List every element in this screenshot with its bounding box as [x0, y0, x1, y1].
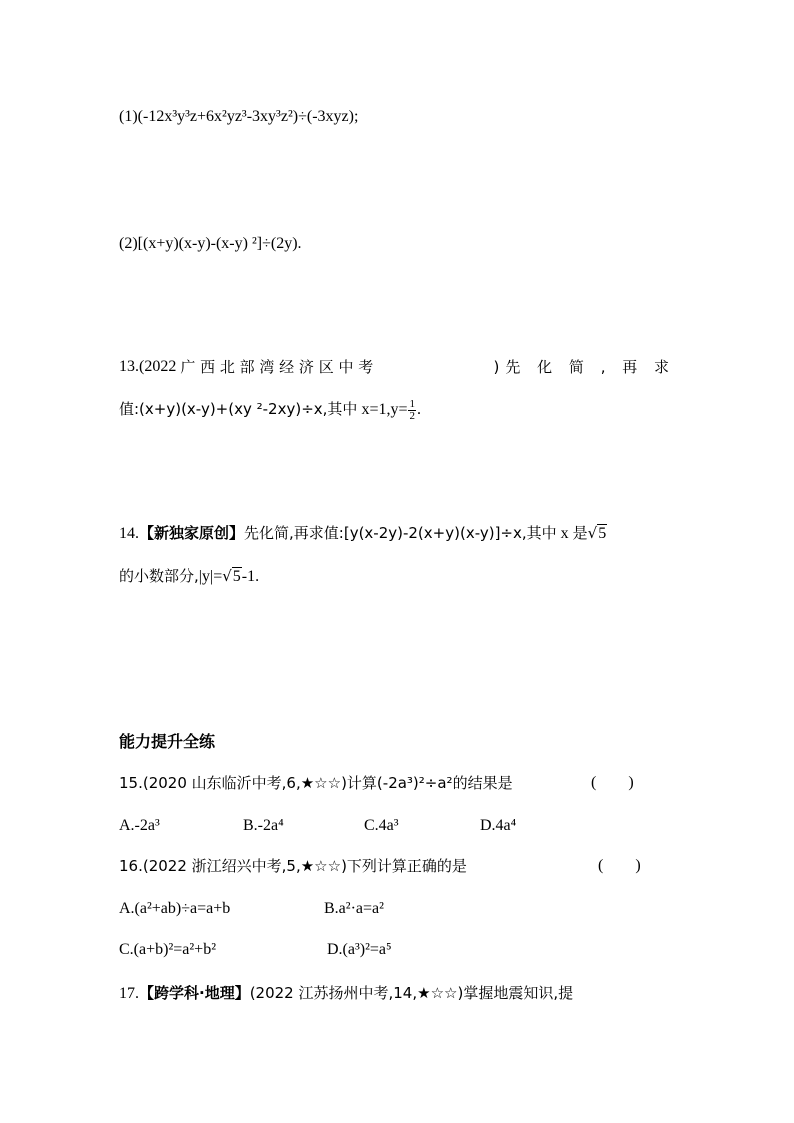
q13-number: 13.(2022 [119, 358, 177, 375]
q15-option-a: A.-2a³ [119, 817, 160, 834]
q14-cjk1: 其中 [526, 524, 557, 542]
q15-option-b: B.-2a⁴ [243, 817, 284, 834]
q14-number: 14. [119, 525, 139, 542]
q16-text: 16.(2022 浙江绍兴中考,5,★☆☆)下列计算正确的是 [119, 857, 467, 875]
q15-answer-paren: ( ) [591, 774, 634, 791]
q13-source: 广 西 北 部 湾 经 济 区 中 考 [180, 358, 374, 376]
section-title: 能力提升全练 [119, 732, 216, 751]
q14-x: x [556, 525, 573, 542]
q14-line2 [119, 565, 259, 588]
q17-stem [119, 982, 573, 1005]
q14-line2-cjk: 的小数部分, [119, 567, 199, 585]
q16-answer-paren: ( ) [598, 857, 641, 874]
q13-line2-end: . [416, 401, 421, 418]
q14-line2-math: |y|= [198, 568, 223, 585]
q17-number: 17. [119, 985, 139, 1002]
q13-line1 [119, 356, 675, 378]
q14-line1 [119, 522, 607, 545]
q13-line2-cjk: 其中 [327, 400, 358, 418]
q14-cjk2: 是 [572, 524, 588, 542]
q15-option-c: C.4a³ [364, 817, 399, 834]
q14-tag: 【新独家原创】 [139, 524, 245, 542]
fraction-numerator: 1 [409, 397, 415, 410]
q13-line2 [119, 398, 421, 422]
q13-instruction: )先 化 简 , 再 求 [493, 358, 675, 376]
q15-text: 15.(2020 山东临沂中考,6,★☆☆)计算(-2a³)²÷a²的结果是 [119, 774, 513, 792]
q15-option-d: D.4a⁴ [480, 817, 517, 834]
q17-text: (2022 江苏扬州中考,14,★☆☆)掌握地震知识,提 [249, 984, 574, 1002]
q12-part2: (2)[(x+y)(x-y)-(x-y) ²]÷(2y). [119, 235, 302, 252]
q17-tag: 【跨学科·地理】 [139, 984, 250, 1002]
q13-line2-vals: x=1,y= [357, 401, 408, 418]
q13-line2-prefix: 值:(x+y)(x-y)+(xy ²-2xy)÷x, [119, 400, 328, 418]
q16-option-a: A.(a²+ab)÷a=a+b [119, 900, 231, 917]
q14-text: 先化简,再求值:[y(x-2y)-2(x+y)(x-y)]÷x, [244, 524, 527, 542]
q13-fraction [408, 399, 416, 422]
sqrt-icon: √ [222, 567, 232, 585]
sqrt-icon: √ [587, 524, 598, 542]
q15-stem [119, 772, 634, 795]
q12-part1: (1)(-12x³y³z+6x²yz³-3xy³z²)÷(-3xyz); [119, 108, 359, 125]
sqrt-value: 5 [232, 568, 241, 585]
fraction-denominator: 2 [409, 409, 415, 422]
q16-stem [119, 855, 641, 878]
q16-option-d: D.(a³)²=a⁵ [327, 941, 392, 958]
sqrt-5 [222, 565, 242, 588]
q16-option-c: C.(a+b)²=a²+b² [119, 941, 216, 958]
sqrt-5 [588, 522, 608, 545]
sqrt-value: 5 [598, 525, 607, 542]
q14-line2-end: -1. [241, 568, 260, 585]
q16-option-b: B.a²·a=a² [324, 900, 384, 917]
